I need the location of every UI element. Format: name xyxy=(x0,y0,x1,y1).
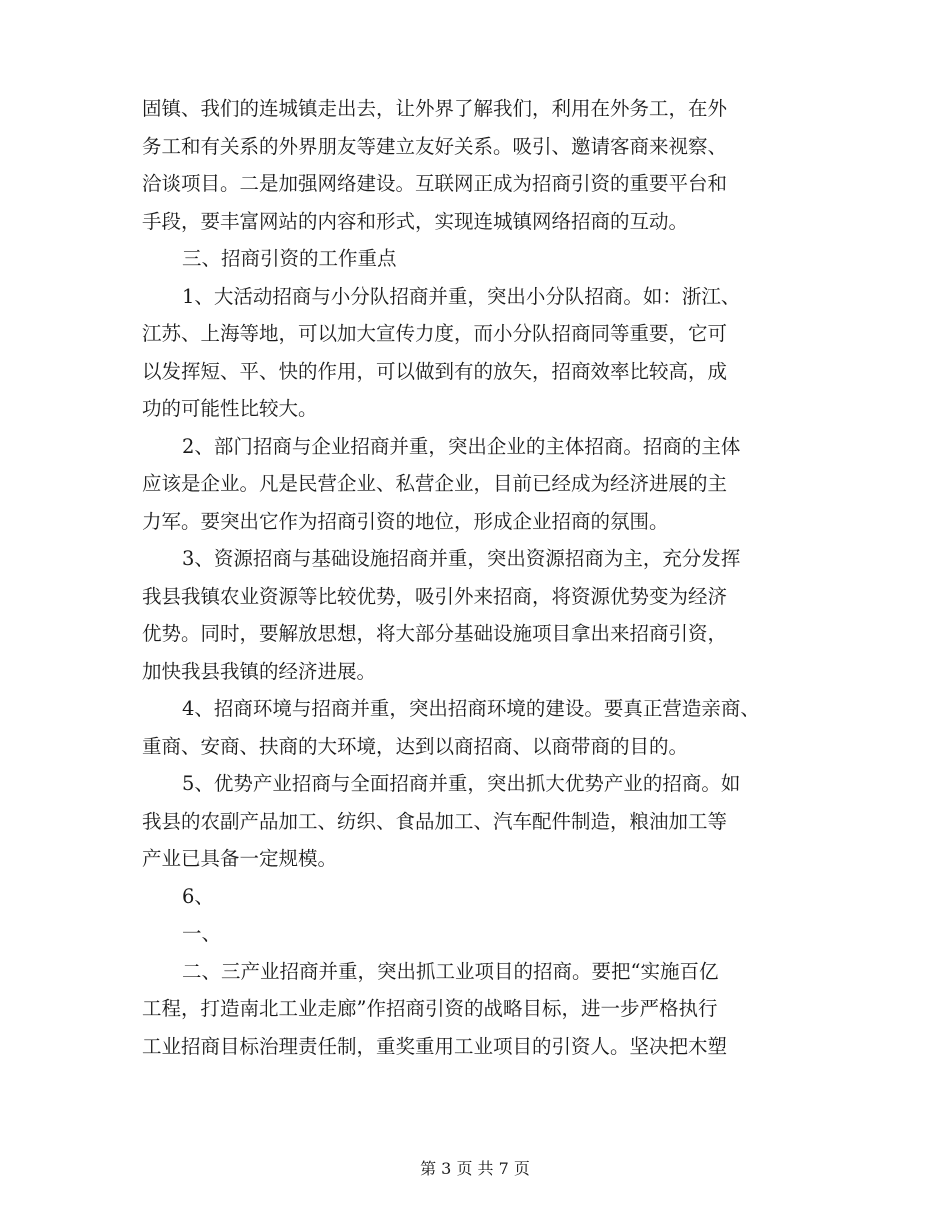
section-heading: 三、招商引资的工作重点 xyxy=(182,247,397,270)
paragraph-line: 重商、安商、扶商的大环境，达到以商招商、以商带商的目的。 xyxy=(142,734,689,758)
paragraph-line: 江苏、上海等地，可以加大宣传力度，而小分队招商同等重要，它可 xyxy=(142,322,728,345)
paragraph-line: 1、大活动招商与小分队招商并重，突出小分队招商。如：浙江、 xyxy=(182,284,741,308)
paragraph-line: 以发挥短、平、快的作用，可以做到有的放矢，招商效率比较高，成 xyxy=(142,359,728,383)
paragraph-line: 务工和有关系的外界朋友等建立友好关系。吸引、邀请客商来视察、 xyxy=(142,134,728,158)
paragraph-line: 4、招商环境与招商并重，突出招商环境的建设。要真正营造亲商、 xyxy=(182,697,760,720)
paragraph-line: 功的可能性比较大。 xyxy=(142,397,318,420)
paragraph-line: 我县的农副产品加工、纺织、食品加工、汽车配件制造，粮油加工等 xyxy=(142,809,728,833)
paragraph-line: 应该是企业。凡是民营企业、私营企业，目前已经成为经济进展的主 xyxy=(142,472,728,495)
paragraph-line: 我县我镇农业资源等比较优势，吸引外来招商，将资源优势变为经济 xyxy=(142,584,728,608)
paragraph-line: 力军。要突出它作为招商引资的地位，形成企业招商的氛围。 xyxy=(142,509,669,533)
paragraph-line: 洽谈项目。二是加强网络建设。互联网正成为招商引资的重要平台和 xyxy=(142,172,728,195)
paragraph-line: 6、 xyxy=(182,884,214,908)
document-body xyxy=(142,96,822,1071)
paragraph-line: 5、优势产业招商与全面招商并重，突出抓大优势产业的招商。如 xyxy=(182,772,741,795)
paragraph-line: 3、资源招商与基础设施招商并重，突出资源招商为主，充分发挥 xyxy=(182,547,741,570)
paragraph-line: 一、 xyxy=(182,922,222,945)
paragraph-line: 手段，要丰富网站的内容和形式，实现连城镇网络招商的互动。 xyxy=(142,209,689,233)
paragraph-line: 工程，打造南北工业走廊”作招商引资的战略目标，进一步严格执行 xyxy=(142,997,718,1020)
paragraph-line: 加快我县我镇的经济进展。 xyxy=(142,659,377,683)
paragraph-line: 二、三产业招商并重，突出抓工业项目的招商。要把“实施百亿 xyxy=(182,959,719,983)
paragraph-line: 2、部门招商与企业招商并重，突出企业的主体招商。招商的主体 xyxy=(182,434,741,458)
paragraph-line: 产业已具备一定规模。 xyxy=(142,847,338,870)
paragraph-line: 工业招商目标治理责任制，重奖重用工业项目的引资人。坚决把木塑 xyxy=(142,1034,728,1058)
paragraph-line: 优势。同时，要解放思想，将大部分基础设施项目拿出来招商引资， xyxy=(142,622,728,645)
page-number-footer: 第 3 页 共 7 页 xyxy=(420,1159,530,1178)
paragraph-line: 固镇、我们的连城镇走出去，让外界了解我们，利用在外务工，在外 xyxy=(142,97,728,120)
